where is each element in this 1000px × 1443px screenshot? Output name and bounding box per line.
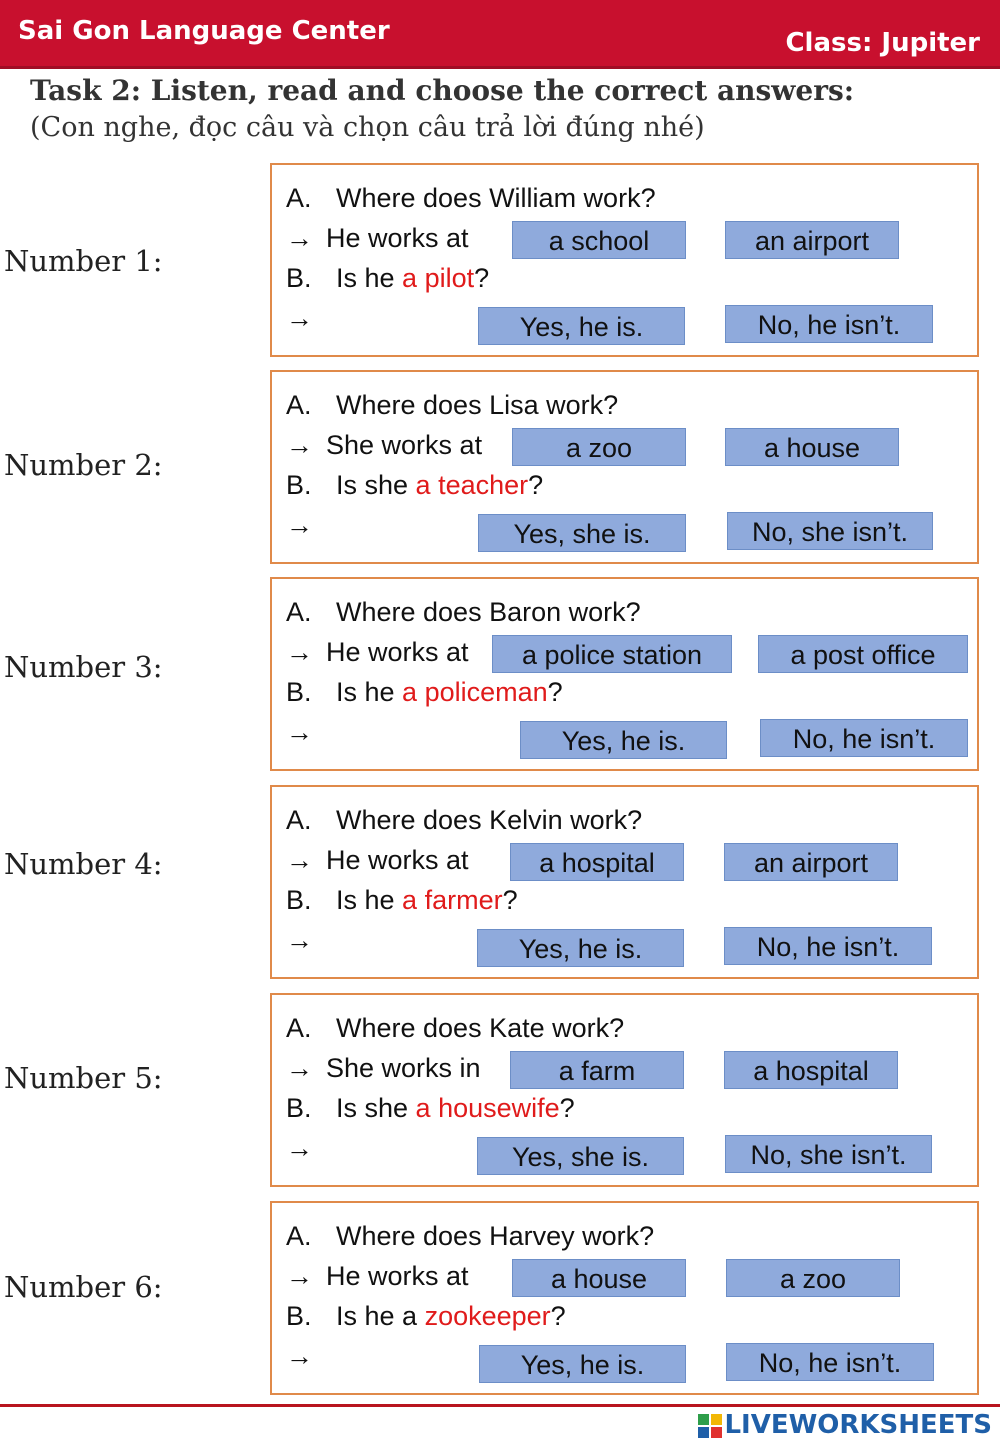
question-a-line bbox=[286, 183, 656, 214]
center-name: Sai Gon Language Center bbox=[18, 16, 390, 46]
yes-answer-option[interactable]: Yes, he is. bbox=[520, 721, 727, 759]
works-at-line bbox=[286, 223, 469, 254]
question-b-suffix: ? bbox=[528, 470, 544, 500]
no-answer-option[interactable]: No, he isn’t. bbox=[726, 1343, 934, 1381]
answer-line bbox=[286, 717, 326, 748]
arrow-icon: → bbox=[286, 1053, 313, 1083]
arrow-icon: → bbox=[286, 1261, 313, 1291]
question-a-letter: A. bbox=[286, 1221, 312, 1251]
question-b-suffix: ? bbox=[559, 1093, 575, 1123]
question-b-line bbox=[286, 470, 543, 501]
question-number-label: Number 1: bbox=[4, 244, 163, 278]
works-at-line bbox=[286, 845, 469, 876]
arrow-icon: → bbox=[286, 303, 313, 333]
works-at-line bbox=[286, 1261, 469, 1292]
question-b-suffix: ? bbox=[474, 263, 490, 293]
question-a-letter: A. bbox=[286, 183, 312, 213]
question-box bbox=[270, 785, 979, 979]
works-at-line bbox=[286, 1053, 481, 1084]
question-b-letter: B. bbox=[286, 263, 312, 293]
answer-line bbox=[286, 925, 326, 956]
place-option-2[interactable]: a post office bbox=[758, 635, 968, 673]
question-a-letter: A. bbox=[286, 597, 312, 627]
question-b-prefix: Is he bbox=[336, 677, 403, 707]
question-b-prefix: Is he bbox=[336, 885, 403, 915]
answer-line bbox=[286, 1133, 326, 1164]
arrow-icon: → bbox=[286, 1133, 313, 1163]
question-b-highlight: a farmer bbox=[402, 885, 503, 915]
answer-line bbox=[286, 303, 326, 334]
task-subtitle: (Con nghe, đọc câu và chọn câu trả lời đúng nhé) bbox=[30, 112, 705, 143]
works-at-line bbox=[286, 430, 482, 461]
arrow-icon: → bbox=[286, 637, 313, 667]
place-option-1[interactable]: a school bbox=[512, 221, 686, 259]
question-a-line bbox=[286, 1013, 624, 1044]
question-b-suffix: ? bbox=[502, 885, 518, 915]
place-option-1[interactable]: a hospital bbox=[510, 843, 684, 881]
question-b-line bbox=[286, 677, 563, 708]
yes-answer-option[interactable]: Yes, he is. bbox=[478, 307, 685, 345]
no-answer-option[interactable]: No, he isn’t. bbox=[760, 719, 968, 757]
class-label: Class: Jupiter bbox=[785, 28, 980, 58]
question-a-text: Where does Harvey work? bbox=[336, 1221, 655, 1251]
question-a-text: Where does Baron work? bbox=[336, 597, 641, 627]
question-b-prefix: Is she bbox=[336, 1093, 416, 1123]
arrow-icon: → bbox=[286, 510, 313, 540]
question-a-line bbox=[286, 1221, 654, 1252]
question-a-letter: A. bbox=[286, 390, 312, 420]
yes-answer-option[interactable]: Yes, she is. bbox=[477, 1137, 684, 1175]
question-number-label: Number 6: bbox=[4, 1270, 163, 1304]
question-a-letter: A. bbox=[286, 805, 312, 835]
answer-line bbox=[286, 510, 326, 541]
no-answer-option[interactable]: No, he isn’t. bbox=[725, 305, 933, 343]
question-b-prefix: Is she bbox=[336, 470, 416, 500]
question-box bbox=[270, 370, 979, 564]
place-option-1[interactable]: a zoo bbox=[512, 428, 686, 466]
question-a-line bbox=[286, 597, 641, 628]
question-b-suffix: ? bbox=[550, 1301, 566, 1331]
liveworksheets-logo-icon bbox=[698, 1414, 722, 1438]
question-b-letter: B. bbox=[286, 677, 312, 707]
works-at-text: He works at bbox=[326, 1261, 469, 1291]
question-b-line bbox=[286, 1093, 575, 1124]
works-at-text: He works at bbox=[326, 845, 469, 875]
arrow-icon: → bbox=[286, 430, 313, 460]
question-box bbox=[270, 163, 979, 357]
yes-answer-option[interactable]: Yes, he is. bbox=[479, 1345, 686, 1383]
place-option-2[interactable]: a hospital bbox=[724, 1051, 898, 1089]
place-option-1[interactable]: a farm bbox=[510, 1051, 684, 1089]
question-b-letter: B. bbox=[286, 470, 312, 500]
question-a-line bbox=[286, 390, 618, 421]
footer-divider bbox=[0, 1404, 1000, 1407]
question-b-highlight: a housewife bbox=[415, 1093, 560, 1123]
arrow-icon: → bbox=[286, 925, 313, 955]
place-option-2[interactable]: an airport bbox=[725, 221, 899, 259]
works-at-text: He works at bbox=[326, 637, 469, 667]
header-bar bbox=[0, 0, 1000, 69]
question-box bbox=[270, 993, 979, 1187]
works-at-text: She works at bbox=[326, 430, 483, 460]
question-b-prefix: Is he a bbox=[336, 1301, 425, 1331]
question-a-text: Where does Kate work? bbox=[336, 1013, 625, 1043]
question-a-text: Where does Lisa work? bbox=[336, 390, 619, 420]
question-b-line bbox=[286, 1301, 566, 1332]
question-number-label: Number 4: bbox=[4, 847, 163, 881]
question-b-highlight: zookeeper bbox=[424, 1301, 551, 1331]
arrow-icon: → bbox=[286, 223, 313, 253]
question-box bbox=[270, 577, 979, 771]
task-title: Task 2: Listen, read and choose the correct answers: bbox=[30, 74, 855, 107]
question-b-line bbox=[286, 885, 518, 916]
arrow-icon: → bbox=[286, 1341, 313, 1371]
no-answer-option[interactable]: No, he isn’t. bbox=[724, 927, 932, 965]
yes-answer-option[interactable]: Yes, she is. bbox=[478, 514, 686, 552]
question-number-label: Number 3: bbox=[4, 650, 163, 684]
question-number-label: Number 2: bbox=[4, 448, 163, 482]
question-b-prefix: Is he bbox=[336, 263, 403, 293]
question-b-letter: B. bbox=[286, 1093, 312, 1123]
works-at-line bbox=[286, 637, 469, 668]
works-at-text: He works at bbox=[326, 223, 469, 253]
place-option-1[interactable]: a house bbox=[512, 1259, 686, 1297]
question-b-letter: B. bbox=[286, 885, 312, 915]
question-b-suffix: ? bbox=[547, 677, 563, 707]
place-option-2[interactable]: a house bbox=[725, 428, 899, 466]
yes-answer-option[interactable]: Yes, he is. bbox=[477, 929, 684, 967]
place-option-1[interactable]: a police station bbox=[492, 635, 732, 673]
question-a-text: Where does Kelvin work? bbox=[336, 805, 643, 835]
no-answer-option[interactable]: No, she isn’t. bbox=[727, 512, 933, 550]
answer-line bbox=[286, 1341, 326, 1372]
place-option-2[interactable]: a zoo bbox=[726, 1259, 900, 1297]
question-b-line bbox=[286, 263, 489, 294]
no-answer-option[interactable]: No, she isn’t. bbox=[725, 1135, 932, 1173]
question-box bbox=[270, 1201, 979, 1395]
arrow-icon: → bbox=[286, 845, 313, 875]
question-a-text: Where does William work? bbox=[336, 183, 656, 213]
arrow-icon: → bbox=[286, 717, 313, 747]
question-b-highlight: a teacher bbox=[415, 470, 529, 500]
question-a-letter: A. bbox=[286, 1013, 312, 1043]
works-at-text: She works in bbox=[326, 1053, 481, 1083]
question-b-letter: B. bbox=[286, 1301, 312, 1331]
question-b-highlight: a pilot bbox=[402, 263, 475, 293]
question-number-label: Number 5: bbox=[4, 1061, 163, 1095]
liveworksheets-brand: LIVEWORKSHEETS bbox=[724, 1410, 992, 1440]
question-a-line bbox=[286, 805, 642, 836]
question-b-highlight: a policeman bbox=[402, 677, 548, 707]
place-option-2[interactable]: an airport bbox=[724, 843, 898, 881]
